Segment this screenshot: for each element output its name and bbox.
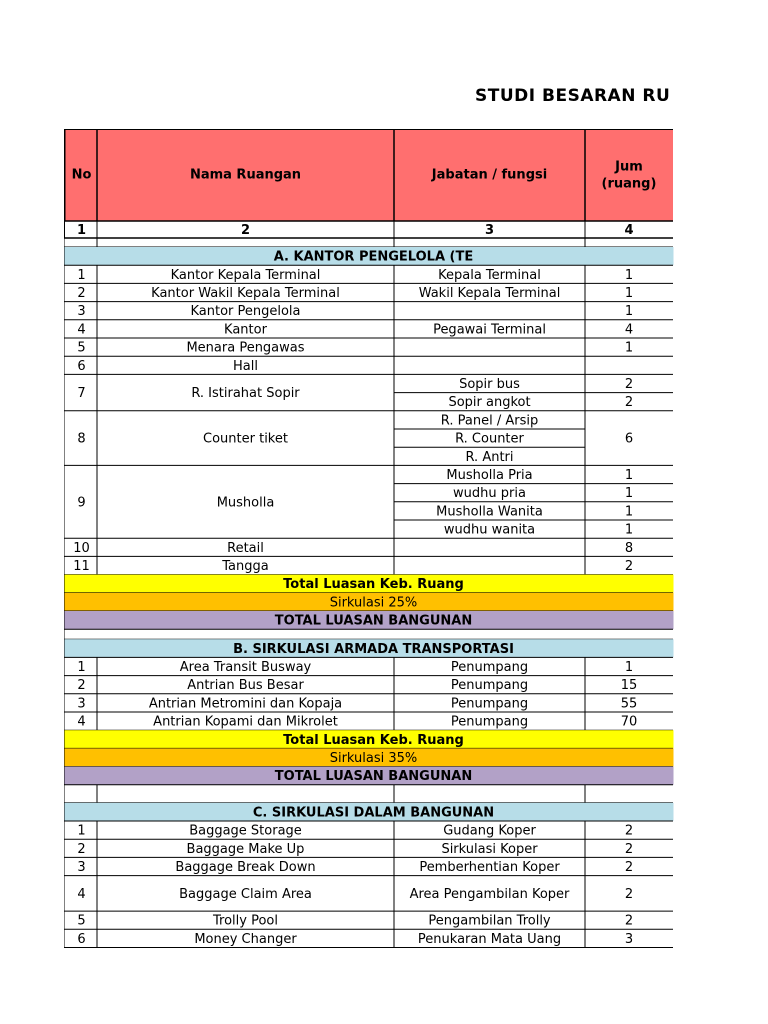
sirkulasi: Sirkulasi 25% [329, 595, 418, 611]
room-count: 1 [624, 486, 634, 502]
room-name: Kantor Pengelola [190, 304, 301, 320]
room-count: 1 [624, 267, 634, 283]
row-number: 1 [77, 267, 86, 283]
room-count: 1 [624, 660, 634, 675]
room-name: Counter tiket [203, 431, 288, 447]
row-number: 5 [77, 913, 86, 929]
room-count: 1 [624, 340, 634, 356]
room-count: 2 [624, 841, 634, 857]
room-name: Baggage Break Down [175, 860, 316, 875]
room-count: 3 [624, 931, 634, 947]
room-name: Tangga [222, 559, 269, 574]
room-count: 15 [620, 678, 638, 694]
room-name: Money Changer [194, 931, 297, 947]
row-number: 1 [77, 660, 86, 675]
row-number: 4 [77, 886, 86, 902]
row-number: 11 [73, 559, 90, 574]
room-count: 2 [624, 559, 634, 574]
function-label: Musholla Wanita [436, 504, 543, 520]
function-label: wudhu wanita [443, 522, 536, 538]
function-label: Penukaran Mata Uang [417, 931, 562, 947]
header-jum-unit: (ruang) [601, 176, 657, 192]
room-count: 8 [624, 540, 634, 556]
room-count: 2 [624, 913, 634, 929]
function-label: R. Counter [455, 431, 524, 447]
function-label: R. Antri [465, 449, 514, 465]
row-number: 3 [77, 860, 86, 875]
room-name: Trolly Pool [213, 913, 278, 929]
room-name: Antrian Bus Besar [187, 678, 304, 694]
row-number: 8 [77, 431, 86, 447]
room-name: Area Transit Busway [179, 660, 312, 675]
room-name: Musholla [216, 495, 275, 511]
room-count: 55 [620, 696, 638, 712]
header-nama: Nama Ruangan [189, 167, 302, 183]
total-keb-ruang: Total Luasan Keb. Ruang [283, 577, 464, 593]
room-name: Hall [233, 358, 258, 374]
function-label: Penumpang [450, 660, 529, 675]
room-name: Retail [227, 540, 264, 556]
row-number: 10 [73, 540, 90, 556]
room-count: 2 [624, 886, 634, 902]
function-label: Penumpang [450, 696, 529, 712]
total-keb-ruang: Total Luasan Keb. Ruang [283, 732, 464, 748]
row-number: 2 [77, 841, 86, 857]
col-number: 4 [624, 223, 634, 238]
function-label: Penumpang [450, 714, 529, 730]
page-title: STUDI BESARAN RU [475, 86, 671, 106]
room-count: 2 [624, 395, 634, 411]
room-name: Baggage Make Up [186, 841, 305, 857]
room-name: R. Istirahat Sopir [191, 386, 300, 402]
header-fill [64, 129, 673, 221]
room-name: Kantor Kepala Terminal [170, 267, 321, 283]
row-number: 4 [77, 714, 86, 730]
col-number: 1 [76, 223, 87, 238]
function-label: Musholla Pria [446, 468, 533, 483]
row-number: 6 [77, 931, 86, 947]
header-jabatan: Jabatan / fungsi [431, 167, 548, 183]
row-number: 5 [77, 340, 86, 356]
col-number: 2 [240, 223, 251, 238]
room-name: Antrian Kopami dan Mikrolet [153, 714, 338, 730]
row-number: 1 [77, 823, 86, 839]
function-label: Sirkulasi Koper [441, 841, 538, 857]
function-label: R. Panel / Arsip [440, 413, 539, 429]
function-label: Sopir bus [459, 377, 520, 392]
table-grid [64, 129, 674, 955]
room-name: Menara Pengawas [186, 340, 305, 356]
room-name: Antrian Metromini dan Kopaja [148, 696, 343, 712]
room-name: Baggage Storage [189, 823, 302, 839]
room-count: 2 [624, 823, 634, 839]
room-count: 70 [620, 714, 638, 730]
function-label: Wakil Kepala Terminal [418, 286, 561, 301]
total-luasan-bangunan: TOTAL LUASAN BANGUNAN [274, 613, 473, 629]
room-count: 2 [624, 860, 634, 875]
room-count: 1 [624, 286, 634, 301]
room-count: 1 [624, 504, 634, 520]
room-name: Kantor Wakil Kepala Terminal [151, 286, 340, 301]
room-name: Kantor [224, 322, 267, 338]
function-label: Pemberhentian Koper [419, 860, 560, 875]
function-label: Pengambilan Trolly [428, 913, 551, 929]
room-count: 1 [624, 304, 634, 320]
room-name: Baggage Claim Area [179, 886, 312, 902]
room-count: 4 [624, 322, 634, 338]
function-label: Penumpang [450, 678, 529, 694]
function-label: Pegawai Terminal [433, 322, 546, 338]
row-number: 3 [77, 696, 86, 712]
spreadsheet-table [64, 129, 674, 955]
function-label: Kepala Terminal [438, 267, 541, 283]
header-no: No [71, 167, 92, 183]
total-luasan-bangunan: TOTAL LUASAN BANGUNAN [274, 769, 473, 785]
room-count: 6 [624, 431, 634, 447]
room-count: 2 [624, 377, 634, 392]
col-number: 3 [484, 223, 495, 238]
section-title: B. SIRKULASI ARMADA TRANSPORTASI [233, 641, 514, 657]
sirkulasi: Sirkulasi 35% [329, 751, 418, 766]
function-label: wudhu pria [453, 486, 526, 502]
row-number: 2 [77, 286, 86, 301]
section-title: A. KANTOR PENGELOLA (TE [273, 249, 474, 265]
row-number: 6 [77, 358, 86, 374]
row-number: 4 [77, 322, 86, 338]
function-label: Gudang Koper [443, 823, 536, 839]
row-number: 3 [77, 304, 86, 320]
row-number: 2 [77, 678, 86, 694]
function-label: Area Pengambilan Koper [409, 886, 570, 902]
header-jum: Jum [615, 159, 643, 175]
row-number: 9 [77, 495, 86, 511]
row-number: 7 [77, 386, 86, 402]
section-title: C. SIRKULASI DALAM BANGUNAN [252, 805, 495, 821]
room-count: 1 [624, 522, 634, 538]
room-count: 1 [624, 468, 634, 483]
function-label: Sopir angkot [448, 395, 531, 411]
